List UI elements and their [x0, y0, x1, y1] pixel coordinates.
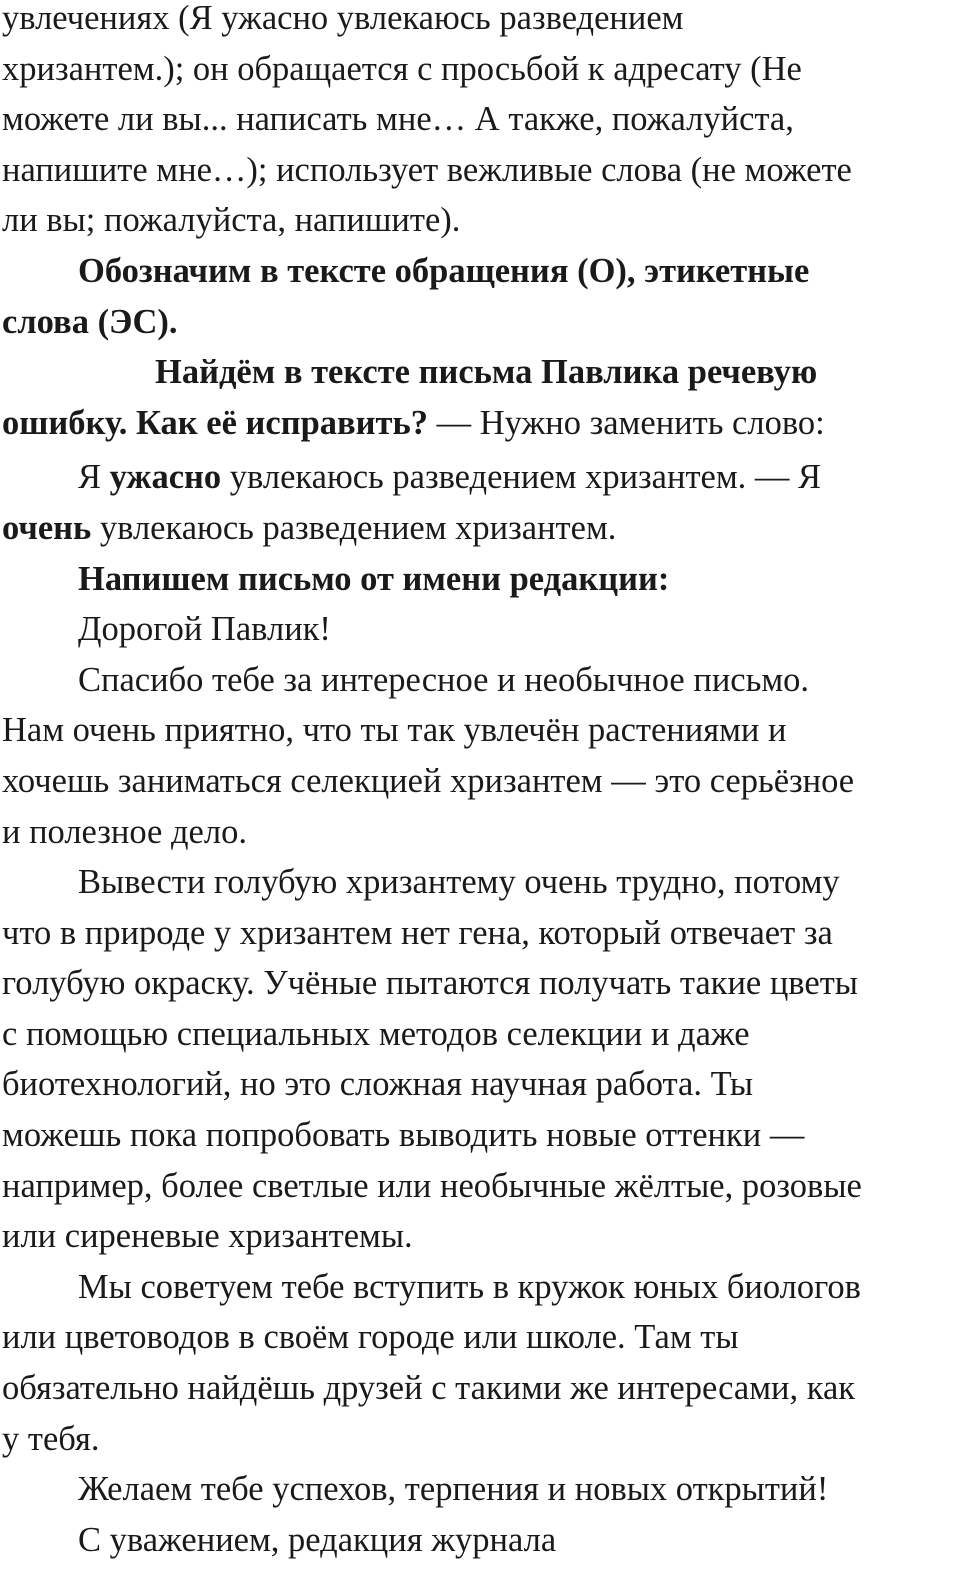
text-line: Спасибо тебе за интересное и необычное письмо. [78, 660, 810, 699]
task-mark-addresses [2, 246, 960, 347]
text-line: или цветоводов в своём городе или школе. Там ты [2, 1318, 739, 1357]
letter-paragraph [2, 655, 960, 857]
bold-text: ошибку. Как её исправить? [2, 403, 428, 442]
text-line: биотехнологий, но это сложная научная работа. Ты [2, 1065, 754, 1104]
text-line: голубую окраску. Учёные пытаются получать такие цветы [2, 964, 858, 1003]
letter [2, 604, 960, 1565]
task-write-letter [2, 554, 960, 605]
bold-text: Найдём в тексте письма Павлика речевую [155, 353, 818, 392]
text-line [2, 452, 960, 503]
text-line [2, 246, 960, 297]
text-line [2, 503, 960, 554]
text-line: Нам очень приятно, что ты так увлечён растениями и [2, 711, 787, 750]
text-line: обязательно найдёшь друзей с такими же интересами, как [2, 1369, 856, 1408]
text-line: Мы советуем тебе вступить в кружок юных биологов [78, 1267, 861, 1306]
letter-signature: С уважением, редакция журнала [78, 1520, 557, 1559]
letter-greeting: Дорогой Павлик! [78, 610, 331, 649]
plain-text: — Нужно заменить слово: [427, 403, 825, 442]
text-line: ли вы; пожалуйста, напишите). [2, 201, 461, 240]
bold-text: Напишем письмо от имени редакции: [78, 559, 670, 598]
correct-word: очень [2, 508, 92, 547]
text-line: у тебя. [2, 1419, 100, 1458]
text-line [2, 297, 960, 348]
wrong-word: ужасно [109, 458, 222, 497]
plain-text: увлекаюсь разведением хризантем. — Я [221, 458, 822, 497]
text-line: хризантем.); он обращается с просьбой к адресату (Не [2, 49, 802, 88]
text-line: можешь пока попробовать выводить новые оттенки — [2, 1116, 805, 1155]
bold-text: Обозначим в тексте обращения (О), этикетные [78, 251, 810, 290]
text-line: что в природе у хризантем нет гена, который отвечает за [2, 913, 833, 952]
task-find-error [2, 347, 960, 448]
text-line: например, более светлые или необычные жёлтые, розовые [2, 1166, 862, 1205]
plain-text: увлекаюсь разведением хризантем. [91, 508, 617, 547]
letter-wish: Желаем тебе успехов, терпения и новых открытий! [78, 1470, 829, 1509]
text-line: или сиреневые хризантемы. [2, 1217, 413, 1256]
text-line: с помощью специальных методов селекции и даже [2, 1014, 750, 1053]
text-line: увлечениях (Я ужасно увлекаюсь разведением [2, 0, 684, 37]
correction-paragraph [2, 452, 960, 553]
text-line [2, 398, 960, 449]
intro-paragraph [2, 0, 960, 246]
plain-text: Я [78, 458, 110, 497]
text-line: напишите мне…); использует вежливые слова (не можете [2, 150, 852, 189]
text-line: и полезное дело. [2, 812, 247, 851]
text-line: можете ли вы... написать мне… А также, пожалуйста, [2, 100, 794, 139]
letter-paragraph [2, 857, 960, 1262]
text-line: Вывести голубую хризантему очень трудно, потому [78, 863, 840, 902]
letter-paragraph [2, 1262, 960, 1464]
text-line: хочешь заниматься селекцией хризантем — это серьёзное [2, 761, 855, 800]
text-line [2, 347, 960, 398]
bold-text: слова (ЭС). [2, 302, 178, 341]
